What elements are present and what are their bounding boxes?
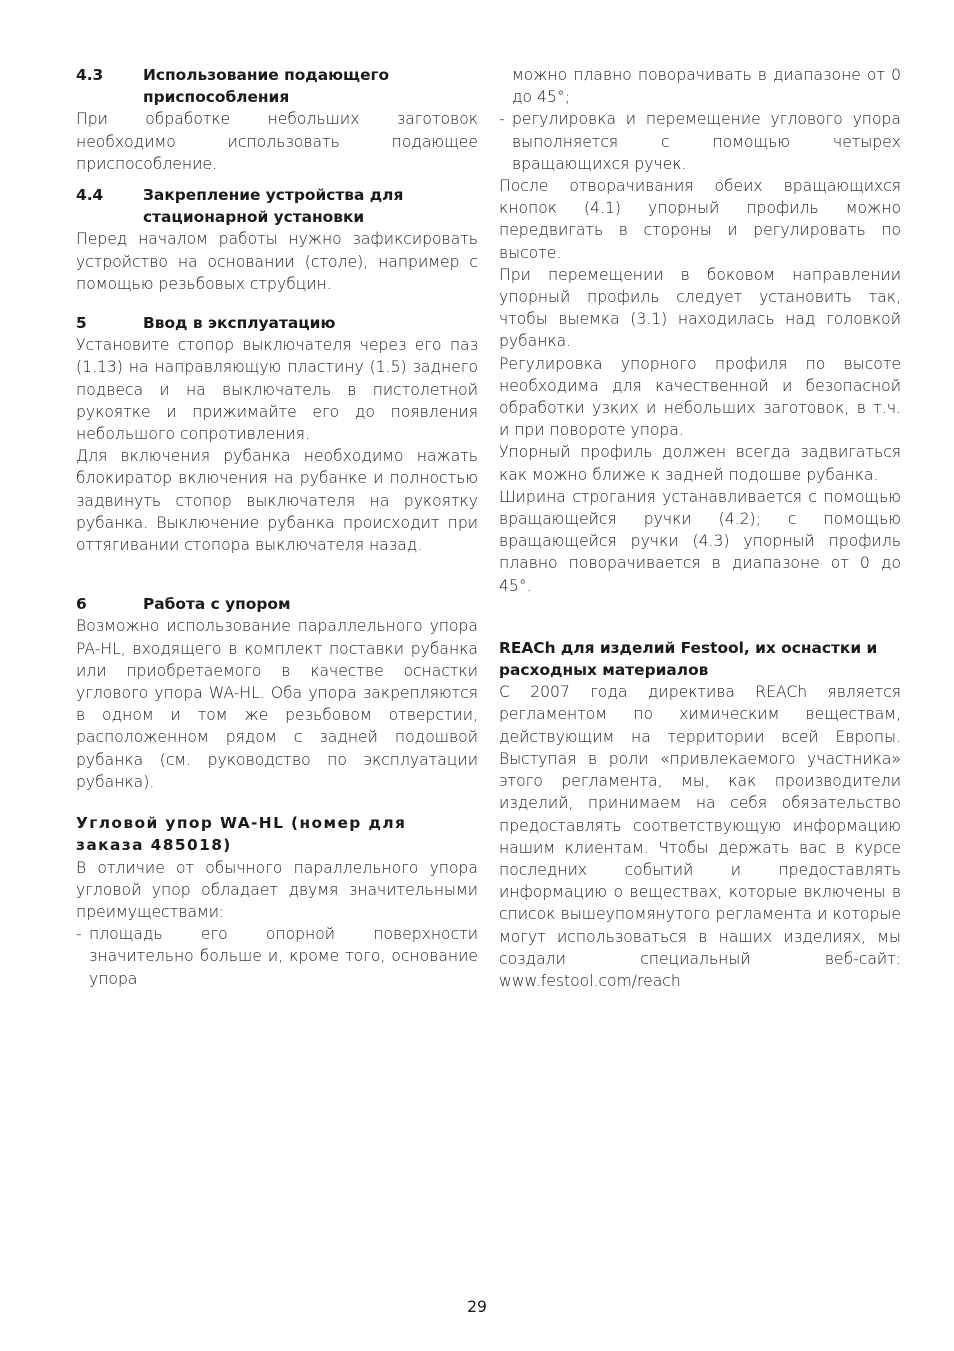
left-column bbox=[76, 64, 478, 990]
list-item bbox=[76, 923, 478, 990]
bullet-text: можно плавно поворачивать в диапазоне от 0 до 45°; bbox=[512, 66, 901, 107]
section-5-heading bbox=[76, 312, 478, 334]
page-number: 29 bbox=[467, 1298, 487, 1316]
section-4-3-body: При обработке небольших заготовок необходимо использовать подающее приспособление. bbox=[76, 110, 478, 173]
list-item-continuation bbox=[499, 64, 901, 108]
reach-heading: REACh для изделий Festool, их оснастки и расходных материалов bbox=[499, 638, 878, 680]
section-4-4-body: Перед началом работы нужно зафиксировать устройство на основании (столе), например с помощью резьбовых струбцин. bbox=[76, 230, 478, 293]
section-title: Работа с упором bbox=[143, 595, 291, 614]
section-number: 5 bbox=[76, 314, 87, 333]
bullet-dash: - bbox=[499, 110, 505, 129]
section-title: Использование подающего приспособления bbox=[143, 66, 390, 107]
section-number: 4.3 bbox=[76, 66, 104, 84]
section-6-heading bbox=[76, 593, 478, 615]
reach-body: С 2007 года директива REACh является регламентом по химическим веществам, действующим на территории всей Европы. Выступая в роли «привлекаемого участника» этого регламента, мы, как производители изделий, принимаем на себя обязательство предоставлять соответствующую информацию нашим клиентам. Чтобы держать вас в курсе последних событий и предоставлять информацию о веществах, которые включены в список вышеупомянутого регламента и которые могут использоваться в наших изделиях, мы создали специальный веб-сайт: www.festool.com/reach bbox=[499, 683, 901, 990]
section-6-body: Возможно использование параллельного упора PA-HL, входящего в комплект поставки рубанка или приобретаемого в качестве оснастки углового упора WA-HL. Оба упора закрепляются в одном и том же резьбовом отверстии, расположенном рядом с задней подошвой рубанка (см. руководство по эксплуатации рубанка). bbox=[76, 617, 478, 791]
bullet-text: площадь его опорной поверхности значительно больше и, кроме того, основание упора bbox=[89, 925, 478, 988]
wa-hl-body: В отличие от обычного параллельного упора угловой упор обладает двумя значительными преимуществами: bbox=[76, 858, 478, 921]
right-column bbox=[499, 64, 901, 992]
section-4-4-heading bbox=[76, 184, 478, 228]
section-4-3-heading bbox=[76, 64, 478, 108]
bullet-text: регулировка и перемещение углового упора выполняется с помощью четырех вращающихся ручек. bbox=[512, 110, 901, 173]
bullet-dash: - bbox=[76, 925, 82, 944]
paragraph: Упорный профиль должен всегда задвигаться как можно ближе к задней подошве рубанка. bbox=[499, 443, 901, 484]
paragraph: Регулировка упорного профиля по высоте необходима для качественной и безопасной обработки узких и небольших заготовок, в т.ч. и при повороте упора. bbox=[499, 354, 901, 440]
paragraph: Ширина строгания устанавливается с помощью вращающейся ручки (4.2); с помощью вращающейся ручки (4.3) упорный профиль плавно поворачивается в диапазоне от 0 до 45°. bbox=[499, 487, 901, 595]
section-title: Ввод в эксплуатацию bbox=[143, 314, 336, 333]
section-title: Закрепление устройства для стационарной установки bbox=[143, 186, 404, 227]
section-5-paragraph-1: Установите стопор выключателя через его паз (1.13) на направляющую пластину (1.5) заднего подвеса и на выключатель в пистолетной рукоятке и прижимайте его до появления небольшого сопротивления. bbox=[76, 336, 478, 444]
section-number: 6 bbox=[76, 595, 87, 614]
wa-hl-heading: Угловой упор WA-HL (номер для заказа 485018) bbox=[76, 814, 407, 855]
list-item bbox=[499, 108, 901, 175]
paragraph: После отворачивания обеих вращающихся кнопок (4.1) упорный профиль можно передвигать в стороны и регулировать по высоте. bbox=[499, 177, 901, 262]
paragraph: При перемещении в боковом направлении упорный профиль следует установить так, чтобы выемка (3.1) находилась над головкой рубанка. bbox=[499, 265, 901, 351]
section-5-paragraph-2: Для включения рубанка необходимо нажать блокиратор включения на рубанке и полностью задвинуть стопор выключателя на рукоятку рубанка. Выключение рубанка происходит при оттягивании стопора выключателя назад. bbox=[76, 447, 478, 555]
section-number: 4.4 bbox=[76, 186, 104, 205]
